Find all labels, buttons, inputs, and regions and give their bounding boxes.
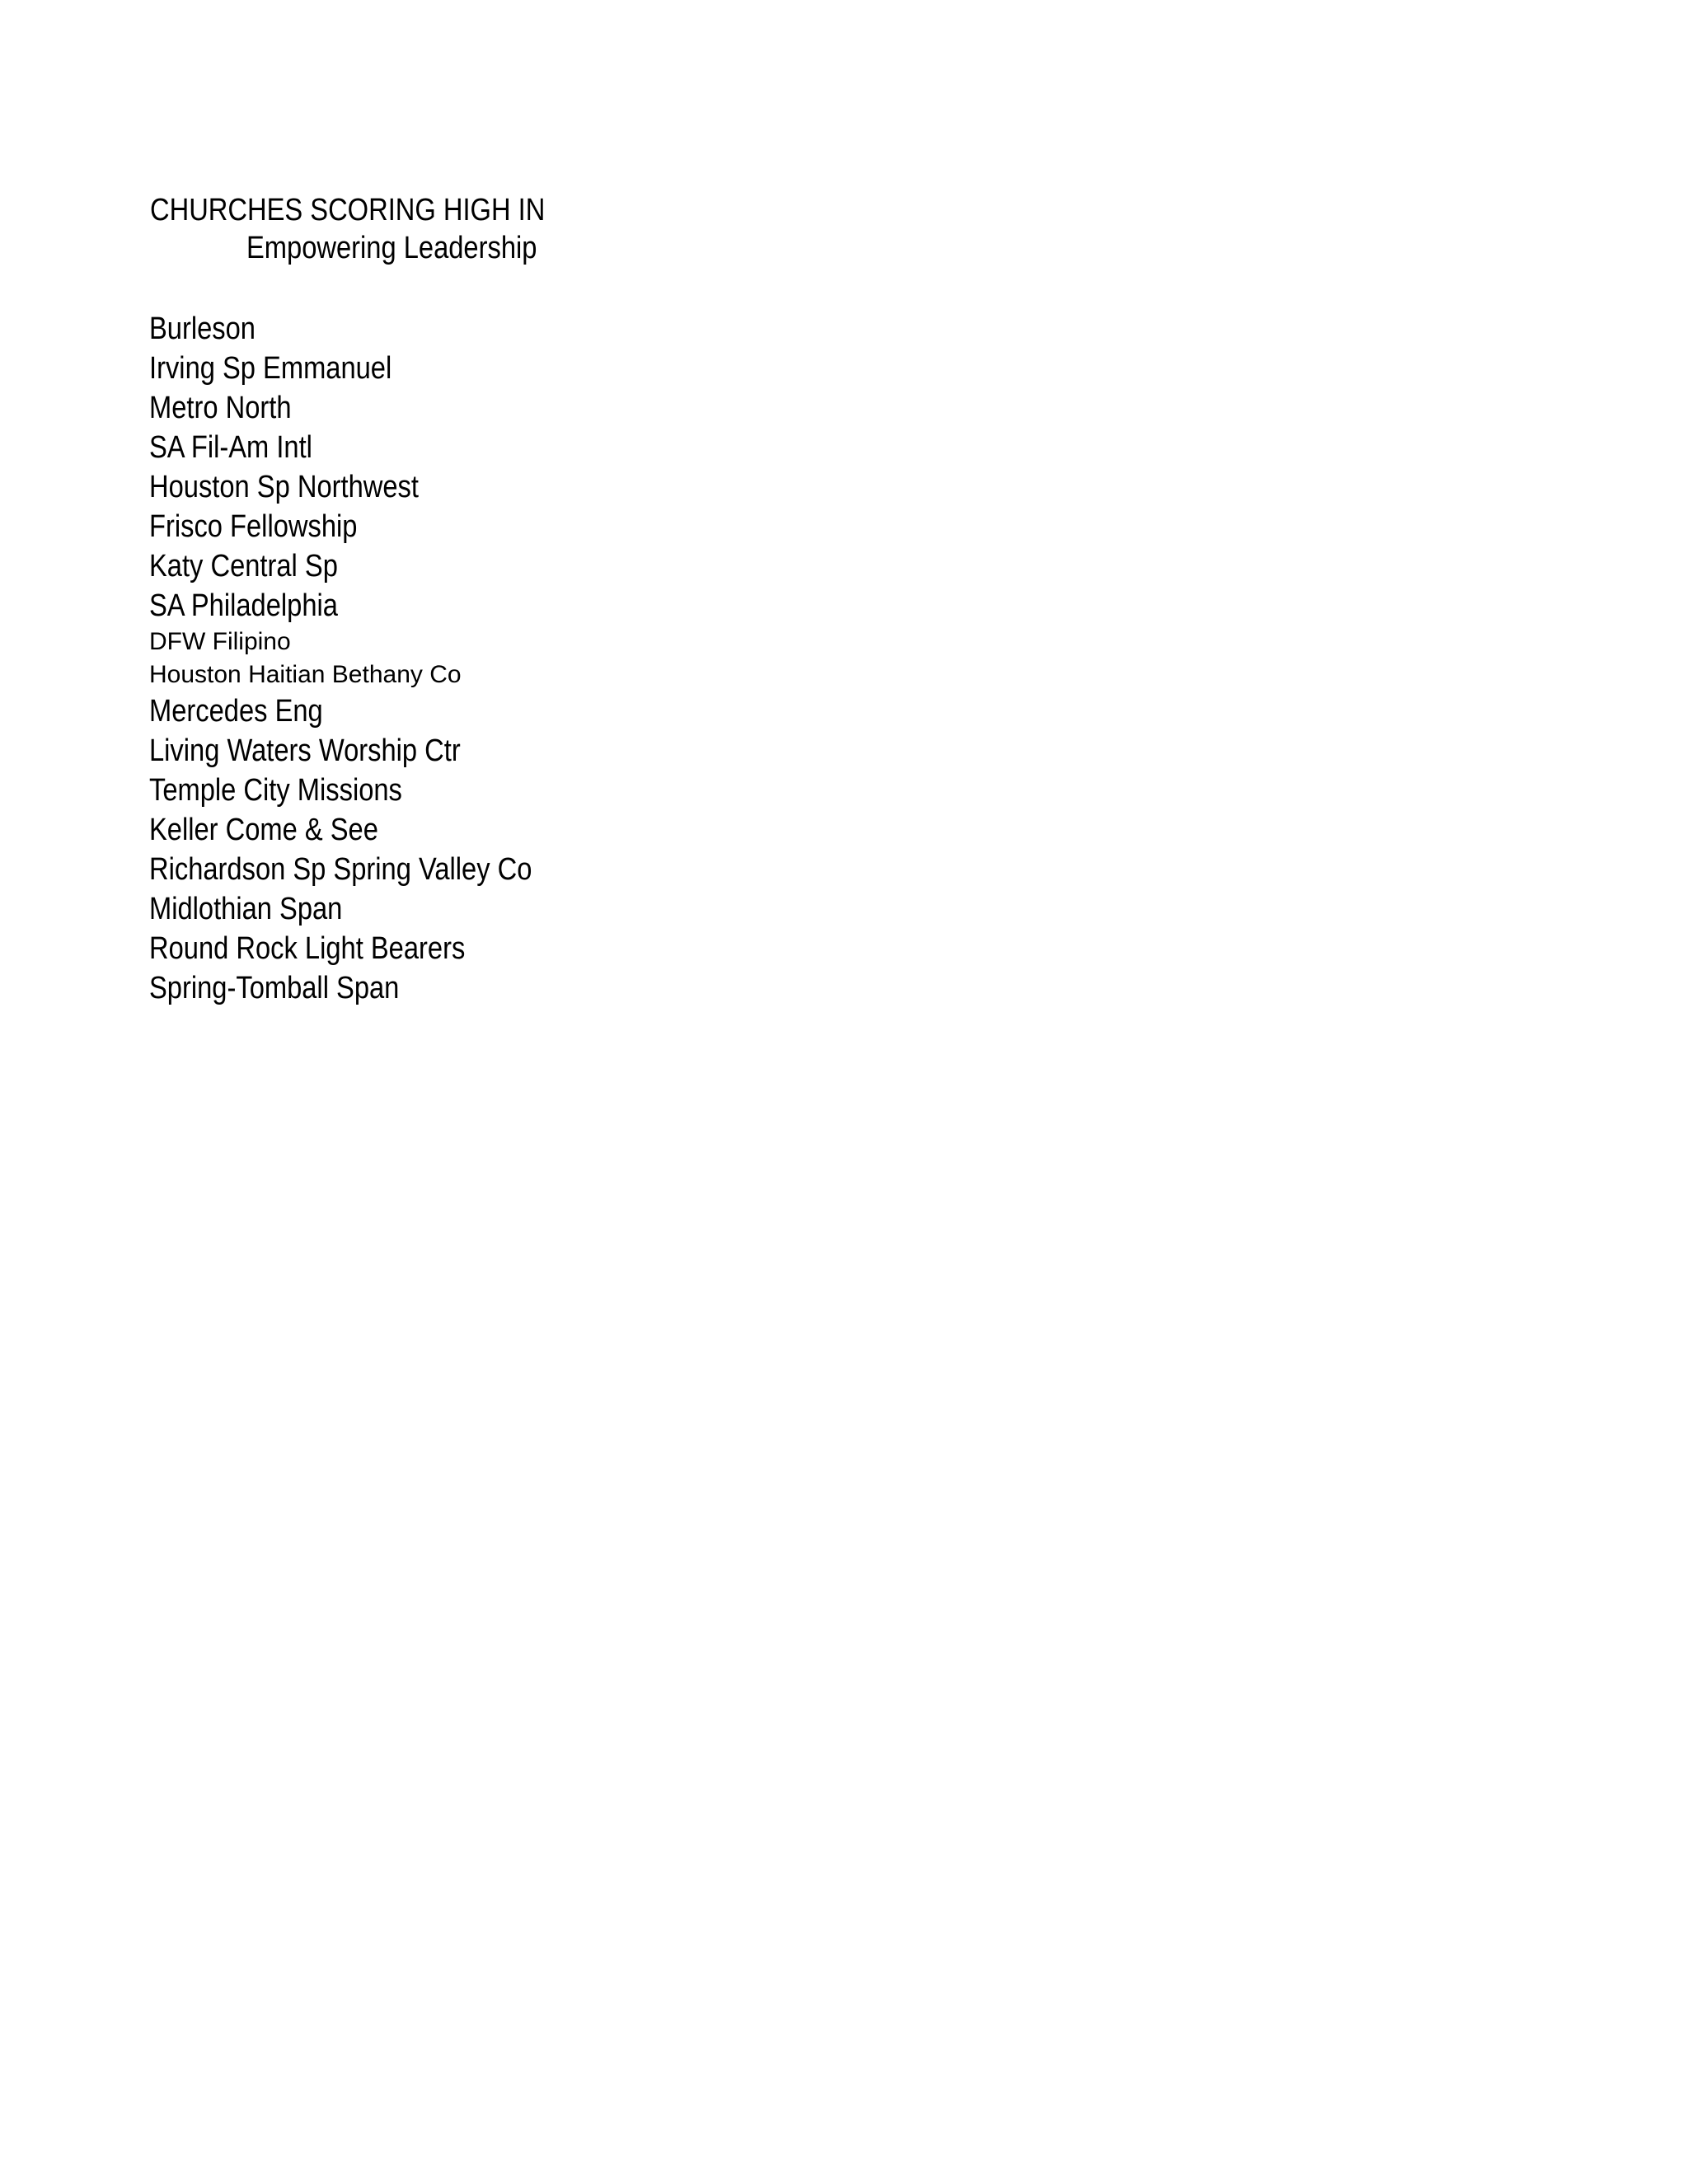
page-heading: [150, 191, 609, 267]
church-item: SA Philadelphia: [149, 588, 338, 623]
church-item: Burleson: [149, 312, 256, 346]
church-item: Round Rock Light Bearers: [149, 931, 466, 966]
church-item: SA Fil-Am Intl: [149, 430, 312, 465]
church-item: Houston Sp Northwest: [149, 470, 419, 504]
church-list: [149, 309, 594, 1008]
church-item: Metro North: [149, 391, 292, 425]
church-item: Katy Central Sp: [149, 549, 338, 583]
church-item: Keller Come & See: [149, 813, 378, 847]
church-item: Irving Sp Emmanuel: [149, 351, 392, 386]
church-item: Spring-Tomball Span: [149, 971, 400, 1005]
church-item: Mercedes Eng: [149, 694, 323, 729]
church-item: Richardson Sp Spring Valley Co: [149, 852, 532, 887]
church-item: Temple City Missions: [149, 773, 402, 808]
church-item: DFW Filipino: [149, 628, 291, 655]
church-item: Houston Haitian Bethany Co: [149, 661, 462, 688]
heading-title: CHURCHES SCORING HIGH IN: [150, 193, 546, 227]
church-item: Living Waters Worship Ctr: [149, 733, 461, 768]
church-item: Midlothian Span: [149, 892, 343, 926]
heading-subtitle: Empowering Leadership: [246, 231, 537, 265]
church-item: Frisco Fellowship: [149, 509, 358, 544]
